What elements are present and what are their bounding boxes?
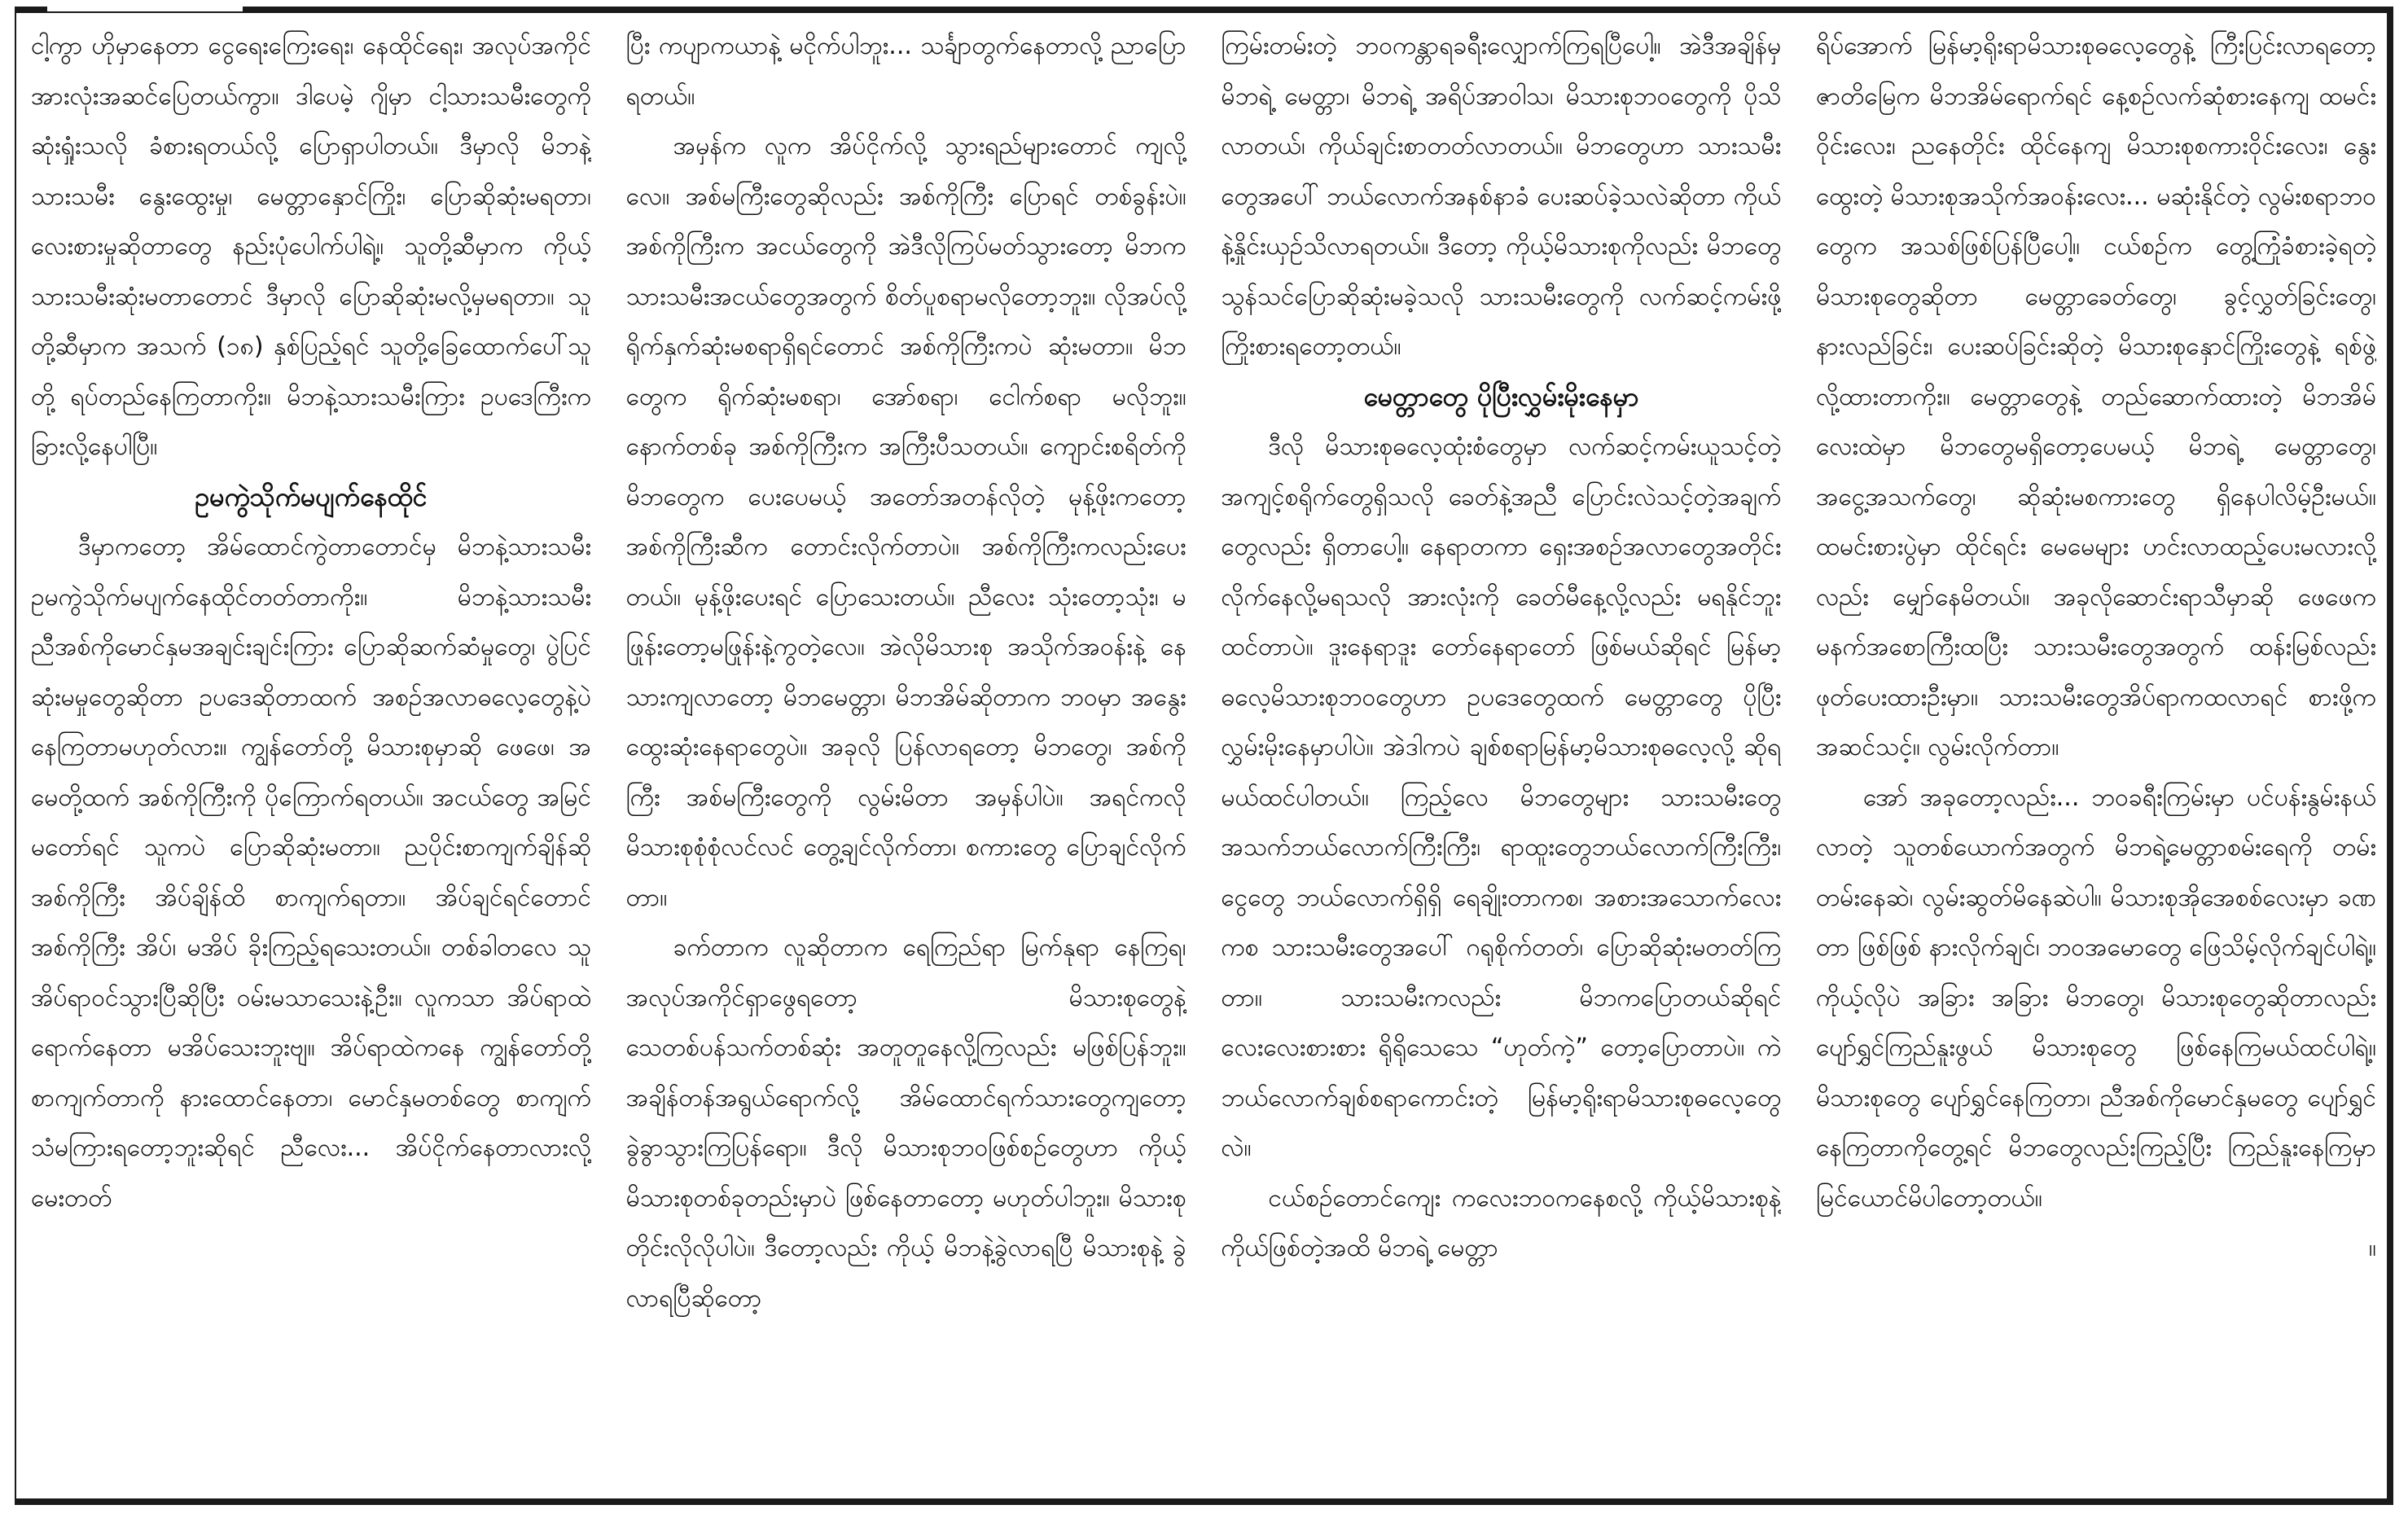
article-paragraph: ငယ်စဉ်တောင်ကျေး ကလေးဘဝကနေစလို့ ကိုယ့်မိသားစုနဲ့ ကိုယ်ဖြစ်တဲ့အထိ မိဘရဲ့ မေတ္တာ xyxy=(1221,1183,1782,1262)
end-mark-text: ။ xyxy=(2368,1234,2376,1262)
article-paragraph: အမှန်က လူက အိပ်ငိုက်လို့ သွားရည်များတောင် ကျလို့လေ။ အစ်မကြီးတွေဆိုလည်း အစ်ကိုကြီး ပြောရင် တစ်ခွန်းပဲ။ အစ်ကိုကြီးက အငယ်တွေကို အဲဒီလိုကြပ်မတ်သွားတော့ မိဘက သားသမီးအငယ်တွေအတွက် စိတ်ပူစရာမလိုတော့ဘူး။ လိုအပ်လို့ ရိုက်နှက်ဆုံးမစရာရှိရင်တောင် အစ်ကိုကြီးကပဲ ဆုံးမတာ။ မိဘတွေက ရိုက်ဆုံးမစရာ၊ အော်စရာ၊ ငေါက်စရာ မလိုဘူး။ နောက်တစ်ခု အစ်ကိုကြီးက အကြီးပီသတယ်။ ကျောင်းစရိတ်ကို မိဘတွေက ပေးပေမယ့် အတော်အတန်လိုတဲ့ မုန့်ဖိုးကတော့ အစ်ကိုကြီးဆီက တောင်းလိုက်တာပဲ။ အစ်ကိုကြီးကလည်းပေးတယ်။ မုန့်ဖိုးပေးရင် ပြောသေးတယ်။ ညီလေး သုံးတော့သုံး၊ မဖြုန်းတော့မဖြုန်းနဲ့ကွတဲ့လေ။ အဲလိုမိသားစု အသိုက်အဝန်းနဲ့ နေသားကျလာတော့ မိဘမေတ္တာ၊ မိဘအိမ်ဆိုတာက ဘဝမှာ အနွေးထွေးဆုံးနေရာတွေပဲ။ အခုလို ပြန်လာရတော့ မိဘတွေ၊ အစ်ကိုကြီး အစ်မကြီးတွေကို လွမ်းမိတာ အမှန်ပါပဲ။ အရင်ကလို မိသားစုစုံစုံလင်လင် တွေ့ချင်လိုက်တာ၊ စကားတွေ ပြောချင်လိုက်တာ။ xyxy=(625,132,1186,912)
article-paragraph: ကြမ်းတမ်းတဲ့ ဘဝကန္တာရခရီးလျှောက်ကြရပြီပေါ့။ အဲဒီအချိန်မှ မိဘရဲ့ မေတ္တာ၊ မိဘရဲ့ အရိပ်အာဝါသ၊ မိသားစုဘဝတွေကို ပိုသိလာတယ်၊ ကိုယ်ချင်းစာတတ်လာတယ်။ မိဘတွေဟာ သားသမီးတွေအပေါ် ဘယ်လောက်အနစ်နာခံ ပေးဆပ်ခဲ့သလဲဆိုတာ ကိုယ်နဲ့နှိုင်းယှဉ်သိလာရတယ်။ ဒီတော့ ကိုယ့်မိသားစုကိုလည်း မိဘတွေ သွန်သင်ပြောဆိုဆုံးမခဲ့သလို သားသမီးတွေကို လက်ဆင့်ကမ်းဖို့ ကြိုးစားရတော့တယ်။ xyxy=(1221,32,1782,361)
article-paragraph: အော် အခုတော့လည်း... ဘဝခရီးကြမ်းမှာ ပင်ပန်းနွမ်းနယ်လာတဲ့ သူတစ်ယောက်အတွက် မိဘရဲ့မေတ္တာစမ်းရေကို တမ်းတမ်းနေဆဲ၊ လွမ်းဆွတ်မိနေဆဲပါ။ မိသားစုအိုအေစစ်လေးမှာ ခဏတာ ဖြစ်ဖြစ် နားလိုက်ချင်၊ ဘဝအမောတွေ ဖြေသိမ့်လိုက်ချင်ပါရဲ့။ ကိုယ့်လိုပဲ အခြား အခြား မိဘတွေ၊ မိသားစုတွေဆိုတာလည်း ပျော်ရွှင်ကြည်နူးဖွယ် မိသားစုတွေ ဖြစ်နေကြမယ်ထင်ပါရဲ့။ မိသားစုတွေ ပျော်ရွှင်နေကြတာ၊ ညီအစ်ကိုမောင်နှမတွေ ပျော်ရွှင်နေကြတာကိုတွေ့ရင် မိဘတွေလည်းကြည့်ပြီး ကြည်နူးနေကြမှာ မြင်ယောင်မိပါတော့တယ်။ xyxy=(1815,783,2376,1213)
article-columns xyxy=(31,21,2376,1487)
frame-corner-notch xyxy=(47,0,243,11)
article-paragraph: ပြီး ကပျာကယာနဲ့ မငိုက်ပါဘူး... သင်္ချာတွက်နေတာလို့ ညာပြောရတယ်။ xyxy=(625,32,1186,111)
article-paragraph: ဒီမှာကတော့ အိမ်ထောင်ကွဲတာတောင်မှ မိဘနဲ့သားသမီး ဥမကွဲသိုက်မပျက်နေထိုင်တတ်တာကိုး။ မိဘနဲ့သားသမီး ညီအစ်ကိုမောင်နှမအချင်းချင်းကြား ပြောဆိုဆက်ဆံမှုတွေ၊ ပွဲပြင်ဆုံးမမှုတွေဆိုတာ ဥပဒေဆိုတာထက် အစဉ်အလာဓလေ့တွေနဲ့ပဲ နေကြတာမဟုတ်လား။ ကျွန်တော်တို့ မိသားစုမှာဆို ဖေဖေ၊ အမေတို့ထက် အစ်ကိုကြီးကို ပိုကြောက်ရတယ်။ အငယ်တွေ အမြင်မတော်ရင် သူကပဲ ပြောဆိုဆုံးမတာ။ ညပိုင်းစာကျက်ချိန်ဆို အစ်ကိုကြီး အိပ်ချိန်ထိ စာကျက်ရတာ။ အိပ်ချင်ရင်တောင် အစ်ကိုကြီး အိပ်၊ မအိပ် ခိုးကြည့်ရသေးတယ်။ တစ်ခါတလေ သူအိပ်ရာဝင်သွားပြီဆိုပြီး ဝမ်းမသာသေးနဲ့ဦး။ လူကသာ အိပ်ရာထဲရောက်နေတာ မအိပ်သေးဘူးဗျ။ အိပ်ရာထဲကနေ ကျွန်တော်တို့စာကျက်တာကို နားထောင်နေတာ၊ မောင်နှမတစ်တွေ စာကျက်သံမကြားရတော့ဘူးဆိုရင် ညီလေး... အိပ်ငိုက်နေတာလားလို့ မေးတတ် xyxy=(31,533,591,1213)
article-paragraph: ခက်တာက လူဆိုတာက ရေကြည်ရာ မြက်နုရာ နေကြရ၊ အလုပ်အကိုင်ရှာဖွေရတော့ မိသားစုတွေနဲ့ သေတစ်ပန်သက်တစ်ဆုံး အတူတူနေလို့ကြလည်း မဖြစ်ပြန်ဘူး။ အချိန်တန်အရွယ်ရောက်လို့ အိမ်ထောင်ရက်သားတွေကျတော့ ခွဲခွာသွားကြပြန်ရော။ ဒီလို မိသားစုဘဝဖြစ်စဉ်တွေဟာ ကိုယ့်မိသားစုတစ်ခုတည်းမှာပဲ ဖြစ်နေတာတော့ မဟုတ်ပါဘူး။ မိသားစုတိုင်းလိုလိုပါပဲ။ ဒီတော့လည်း ကိုယ့် မိဘနဲ့ခွဲလာရပြီ မိသားစုနဲ့ ခွဲလာရပြီဆိုတော့ xyxy=(625,933,1186,1313)
article-paragraph: ငါ့ကွာ ဟိုမှာနေတာ ငွေရေးကြေးရေး၊ နေထိုင်ရေး၊ အလုပ်အကိုင် အားလုံးအဆင်ပြေတယ်ကွာ။ ဒါပေမဲ့ ဂျိမှာ ငါ့သားသမီးတွေကို ဆုံးရှုံးသလို ခံစားရတယ်လို့ ပြောရှာပါတယ်။ ဒီမှာလို မိဘနဲ့ သားသမီး နွေးထွေးမှု၊ မေတ္တာနှောင်ကြိုး၊ ပြောဆိုဆုံးမရတာ၊ လေးစားမှုဆိုတာတွေ နည်းပုံပေါက်ပါရဲ့။ သူတို့ဆီမှာက ကိုယ့်သားသမီးဆုံးမတာတောင် ဒီမှာလို ပြောဆိုဆုံးမလို့မှမရတာ။ သူတို့ဆီမှာက အသက် (၁၈) နှစ်ပြည့်ရင် သူတို့ခြေထောက်ပေါ်သူတို့ ရပ်တည်နေကြတာကိုး။ မိဘနဲ့သားသမီးကြား ဥပဒေကြီးက ခြားလို့နေပါပြီ။ xyxy=(31,32,591,461)
section-heading: မေတ္တာတွေ ပိုပြီးလွှမ်းမိုးနေမှာ xyxy=(1363,380,1639,412)
section-heading: ဥမကွဲသိုက်မပျက်နေထိုင် xyxy=(195,480,428,512)
article-paragraph: ဒီလို မိသားစုဓလေ့ထုံးစံတွေမှာ လက်ဆင့်ကမ်းယူသင့်တဲ့ အကျင့်စရိုက်တွေရှိသလို ခေတ်နဲ့အညီ ပြောင်းလဲသင့်တဲ့အချက်တွေလည်း ရှိတာပေါ့။ နေရာတကာ ရှေးအစဉ်အလာတွေအတိုင်း လိုက်နေလို့မရသလို အားလုံးကို ခေတ်မီနေ့လို့လည်း မရနိုင်ဘူးထင်တာပဲ။ ဒူးနေရာဒူး တော်နေရာတော် ဖြစ်မယ်ဆိုရင် မြန်မာ့ဓလေ့မိသားစုဘဝတွေဟာ ဥပဒေတွေထက် မေတ္တာတွေ ပိုပြီးလွှမ်းမိုးနေမှာပါပဲ။ အဲဒါကပဲ ချစ်စရာမြန်မာ့မိသားစုဓလေ့လို့ ဆိုရမယ်ထင်ပါတယ်။ ကြည့်လေ မိဘတွေများ သားသမီးတွေ အသက်ဘယ်လောက်ကြီးကြီး၊ ရာထူးတွေဘယ်လောက်ကြီးကြီး၊ ငွေတွေ ဘယ်လောက်ရှိရှိ ရေချိုးတာကစ၊ အစားအသောက်လေးကစ သားသမီးတွေအပေါ် ဂရုစိုက်တတ်၊ ပြောဆိုဆုံးမတတ်ကြတာ။ သားသမီးကလည်း မိဘကပြောတယ်ဆိုရင် လေးလေးစားစား ရိုရိုသေသေ “ဟုတ်ကဲ့” တော့ပြောတာပဲ။ ကဲ ဘယ်လောက်ချစ်စရာကောင်းတဲ့ မြန်မာ့ရိုးရာမိသားစုဓလေ့တွေလဲ။ xyxy=(1221,432,1782,1162)
article-paragraph: ရိပ်အောက် မြန်မာ့ရိုးရာမိသားစုဓလေ့တွေနဲ့ ကြီးပြင်းလာရတော့ ဇာတိမြေက မိဘအိမ်ရောက်ရင် နေ့စဉ်လက်ဆုံစားနေကျ ထမင်းဝိုင်းလေး၊ ညနေတိုင်း ထိုင်နေကျ မိသားစုစကားဝိုင်းလေး၊ နွေးထွေးတဲ့ မိသားစုအသိုက်အဝန်းလေး... မဆုံးနိုင်တဲ့ လွမ်းစရာဘဝတွေက အသစ်ဖြစ်ပြန်ပြီပေါ့။ ငယ်စဉ်က တွေ့ကြုံခံစားခဲ့ရတဲ့ မိသားစုတွေဆိုတာ မေတ္တာခေတ်တွေ၊ ခွင့်လွှတ်ခြင်းတွေ၊ နားလည်ခြင်း၊ ပေးဆပ်ခြင်းဆိုတဲ့ မိသားစုနှောင်ကြိုးတွေနဲ့ ရစ်ဖွဲ့လို့ထားတာကိုး။ မေတ္တာတွေနဲ့ တည်ဆောက်ထားတဲ့ မိဘအိမ်လေးထဲမှာ မိဘတွေမရှိတော့ပေမယ့် မိဘရဲ့ မေတ္တာတွေ၊ အငွေ့အသက်တွေ၊ ဆိုဆုံးမစကားတွေ ရှိနေပါလိမ့်ဦးမယ်။ ထမင်းစားပွဲမှာ ထိုင်ရင်း မေမေများ ဟင်းလာထည့်ပေးမလားလို့လည်း မျှော်နေမိတယ်။ အခုလိုဆောင်းရာသီမှာဆို ဖေဖေက မနက်အစောကြီးထပြီး သားသမီးတွေအတွက် ထန်းမြစ်လည်း ဖုတ်ပေးထားဦးမှာ။ သားသမီးတွေအိပ်ရာကထလာရင် စားဖို့ကအဆင်သင့်။ လွမ်းလိုက်တာ။ xyxy=(1815,32,2376,761)
article-end-mark xyxy=(1816,1223,2376,1274)
column-3 xyxy=(1221,21,1781,1487)
column-4 xyxy=(1816,21,2376,1487)
column-1 xyxy=(31,21,591,1487)
column-2 xyxy=(626,21,1186,1487)
